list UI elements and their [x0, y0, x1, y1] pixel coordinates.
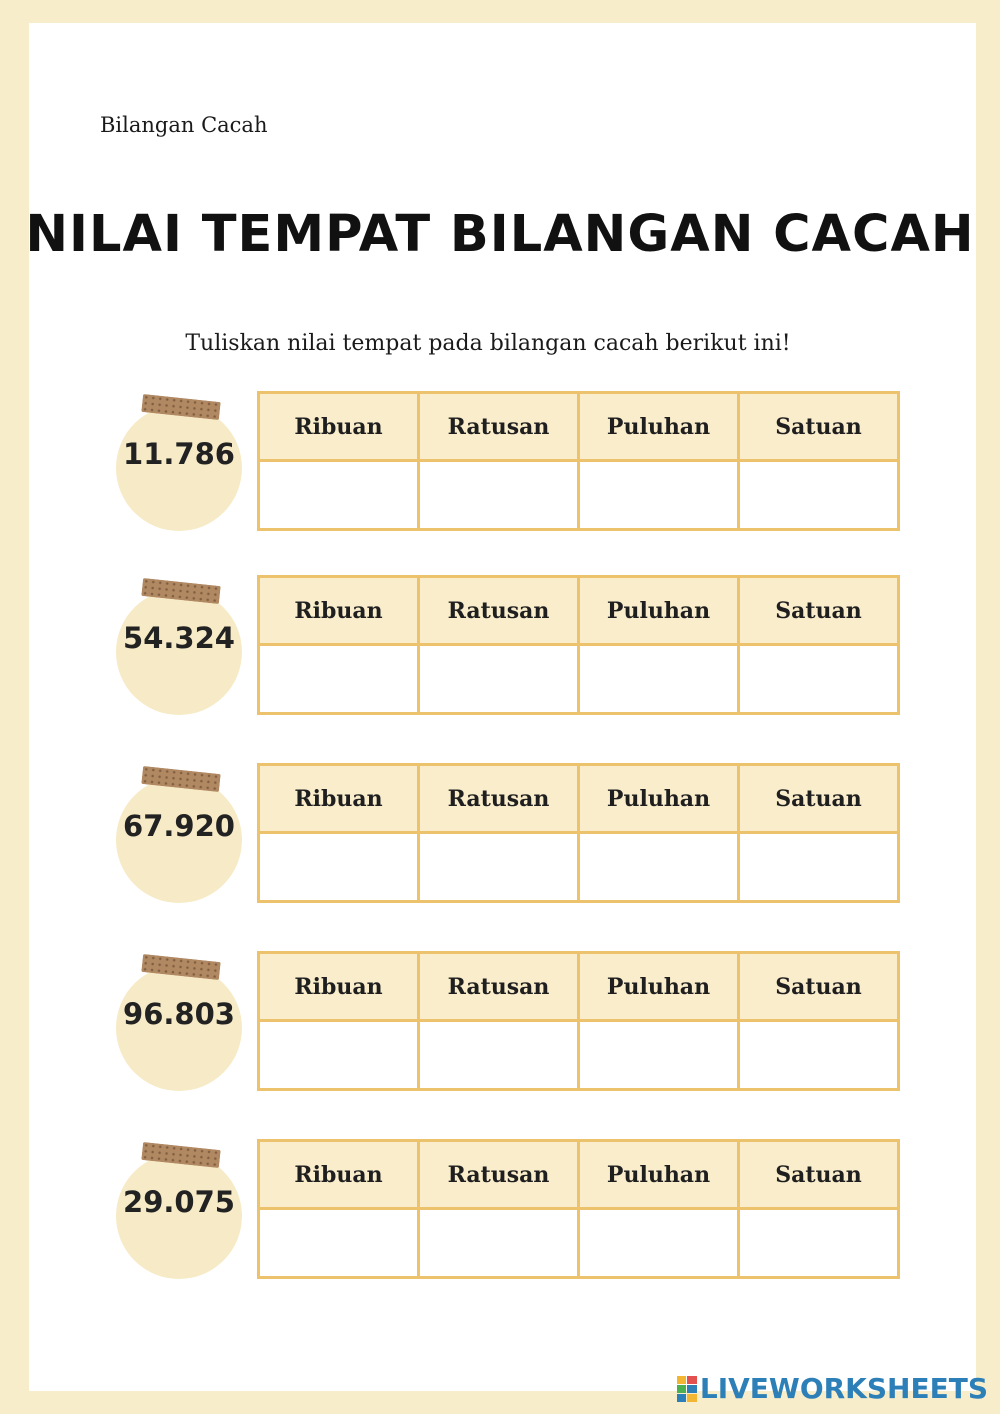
- exercise-item: [0, 951, 1000, 1091]
- answer-cell[interactable]: [419, 1209, 579, 1278]
- column-header: Ribuan: [259, 393, 419, 461]
- column-header: Ratusan: [419, 953, 579, 1021]
- column-header: Ratusan: [419, 765, 579, 833]
- instruction-text: Tuliskan nilai tempat pada bilangan cacah berikut ini!: [185, 331, 791, 356]
- place-value-table: [257, 1139, 900, 1279]
- answer-cell[interactable]: [739, 1021, 899, 1090]
- answer-row: [259, 1209, 899, 1278]
- answer-row: [259, 645, 899, 714]
- answer-cell[interactable]: [419, 461, 579, 530]
- worksheet-subtitle: Bilangan Cacah: [100, 113, 268, 137]
- column-header: Ratusan: [419, 1141, 579, 1209]
- place-value-table: [257, 575, 900, 715]
- page-title: NILAI TEMPAT BILANGAN CACAH: [25, 205, 975, 264]
- answer-cell[interactable]: [259, 645, 419, 714]
- answer-cell[interactable]: [739, 833, 899, 902]
- exercise-item: [0, 575, 1000, 715]
- column-header: Ratusan: [419, 577, 579, 645]
- column-header: Puluhan: [579, 953, 739, 1021]
- column-header: Puluhan: [579, 765, 739, 833]
- answer-cell[interactable]: [739, 645, 899, 714]
- place-value-header-row: [259, 953, 899, 1021]
- answer-cell[interactable]: [579, 461, 739, 530]
- column-header: Satuan: [739, 765, 899, 833]
- column-header: Puluhan: [579, 393, 739, 461]
- exercise-number: 96.803: [123, 997, 235, 1031]
- place-value-table: [257, 763, 900, 903]
- answer-cell[interactable]: [739, 461, 899, 530]
- place-value-table: [257, 391, 900, 531]
- liveworksheets-logo-icon: [677, 1376, 697, 1402]
- answer-cell[interactable]: [739, 1209, 899, 1278]
- exercise-item: [0, 763, 1000, 903]
- answer-cell[interactable]: [259, 1209, 419, 1278]
- answer-cell[interactable]: [419, 645, 579, 714]
- column-header: Ratusan: [419, 393, 579, 461]
- place-value-header-row: [259, 393, 899, 461]
- liveworksheets-logo: [677, 1372, 988, 1405]
- answer-cell[interactable]: [579, 1021, 739, 1090]
- column-header: Satuan: [739, 953, 899, 1021]
- column-header: Puluhan: [579, 1141, 739, 1209]
- exercise-number: 11.786: [123, 437, 235, 471]
- place-value-header-row: [259, 577, 899, 645]
- column-header: Puluhan: [579, 577, 739, 645]
- exercise-number: 29.075: [123, 1185, 235, 1219]
- exercise-item: [0, 1139, 1000, 1279]
- column-header: Satuan: [739, 1141, 899, 1209]
- logo-text: LIVEWORKSHEETS: [699, 1372, 988, 1405]
- column-header: Ribuan: [259, 765, 419, 833]
- answer-cell[interactable]: [259, 461, 419, 530]
- column-header: Ribuan: [259, 953, 419, 1021]
- answer-cell[interactable]: [419, 1021, 579, 1090]
- answer-row: [259, 1021, 899, 1090]
- exercise-item: [0, 391, 1000, 531]
- exercise-number: 67.920: [123, 809, 235, 843]
- column-header: Ribuan: [259, 1141, 419, 1209]
- answer-row: [259, 461, 899, 530]
- column-header: Satuan: [739, 393, 899, 461]
- answer-row: [259, 833, 899, 902]
- column-header: Ribuan: [259, 577, 419, 645]
- column-header: Satuan: [739, 577, 899, 645]
- answer-cell[interactable]: [259, 1021, 419, 1090]
- answer-cell[interactable]: [579, 833, 739, 902]
- answer-cell[interactable]: [259, 833, 419, 902]
- answer-cell[interactable]: [579, 1209, 739, 1278]
- answer-cell[interactable]: [419, 833, 579, 902]
- place-value-table: [257, 951, 900, 1091]
- answer-cell[interactable]: [579, 645, 739, 714]
- exercise-number: 54.324: [123, 621, 235, 655]
- place-value-header-row: [259, 1141, 899, 1209]
- place-value-header-row: [259, 765, 899, 833]
